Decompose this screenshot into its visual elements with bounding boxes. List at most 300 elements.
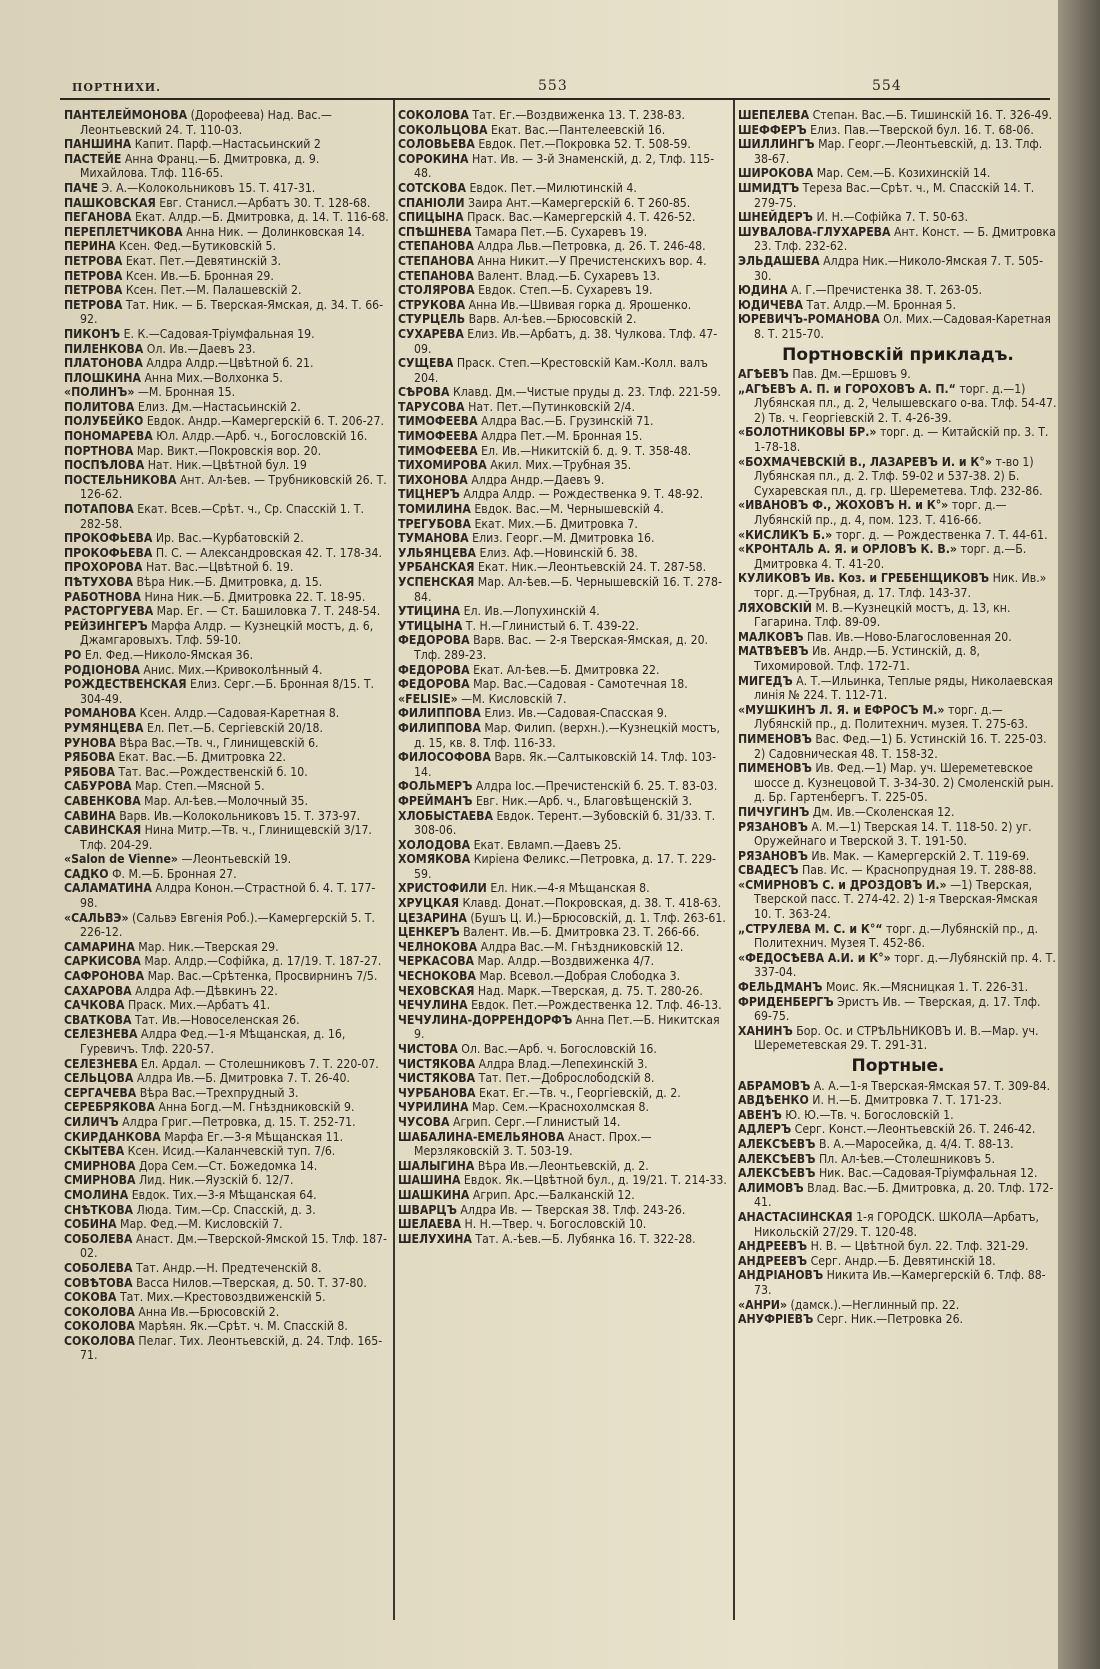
directory-entry xyxy=(64,750,390,765)
entry-name: «КИСЛИКЪ Б.» xyxy=(738,527,833,542)
entry-details: Тамара Пет.—Б. Сухаревъ 19. xyxy=(474,224,648,239)
directory-entry xyxy=(398,385,730,400)
entry-details: Вѣра Ник.—Б. Дмитровка, д. 15. xyxy=(136,575,323,589)
entry-details: Клавд. Дм.—Чистые пруды д. 23. Тлф. 221-59. xyxy=(452,385,721,400)
directory-entry xyxy=(64,385,390,400)
entry-name: СЕЛЕЗНЕВА xyxy=(64,1056,138,1071)
directory-entry xyxy=(398,750,730,779)
directory-entry xyxy=(398,458,730,473)
directory-entry xyxy=(64,429,390,444)
entry-name: СВАТКОВА xyxy=(64,1012,132,1027)
entry-details: Варв. Вас. — 2-я Тверская-Ямская, д. 20. Тлф. 289-23. xyxy=(414,633,709,662)
directory-entry xyxy=(64,852,390,867)
entry-name: САВИНСКАЯ xyxy=(64,823,142,838)
entry-details: Нат. Пет.—Путинковскій 2/4. xyxy=(468,399,635,414)
directory-entry xyxy=(398,779,730,794)
directory-entry xyxy=(738,849,1058,864)
entry-details: Ол. Ив.—Даевъ 23. xyxy=(146,341,256,356)
entry-name: УЛЬЯНЦЕВА xyxy=(398,545,477,560)
entry-name: СКЫТЕВА xyxy=(64,1144,125,1159)
directory-entry xyxy=(738,630,1058,645)
entry-name: ПАЧЕ xyxy=(64,180,99,195)
entry-details: Влад. Вас.—Б. Дмитровка, д. 20. Тлф. 172-41. xyxy=(754,1180,1054,1210)
entry-name: ЧУРБАНОВА xyxy=(398,1085,476,1100)
entry-details: (дамск.).—Неглинный пр. 22. xyxy=(790,1297,960,1312)
entry-details: Анис. Мих.—Кривоколѣнный 4. xyxy=(143,662,323,677)
entry-name: СТЕПАНОВА xyxy=(398,239,475,254)
entry-details: Мар. Степ.—Мясной 5. xyxy=(135,779,265,794)
entry-name: СОКОЛЬЦОВА xyxy=(398,122,488,137)
entry-details: Марфа Ег.—3-я Мѣщанская 11. xyxy=(164,1129,344,1144)
directory-entry xyxy=(64,721,390,736)
entry-name: «БОЛОТНИКОВЫ БР.» xyxy=(738,425,877,440)
entry-details: —М. Бронная 15. xyxy=(137,385,236,400)
entry-details: Екат. Ал-ѣев.—Б. Дмитровка 22. xyxy=(473,662,660,677)
directory-entry xyxy=(64,1188,390,1203)
directory-entry xyxy=(738,703,1058,732)
entry-name: МАТВѢЕВЪ xyxy=(738,644,809,659)
entry-name: ТОМИЛИНА xyxy=(398,502,471,517)
directory-entry xyxy=(398,269,730,284)
page-number-left: 553 xyxy=(538,78,568,94)
entry-name: СМИРНОВА xyxy=(64,1158,136,1173)
entry-name: УРБАНСКАЯ xyxy=(398,560,475,575)
entry-name: ЛЯХОВСКІЙ xyxy=(738,600,812,615)
directory-entry xyxy=(398,181,730,196)
directory-entry xyxy=(398,560,730,575)
entry-name: РАБОТНОВА xyxy=(64,589,142,604)
directory-entry xyxy=(398,954,730,969)
directory-entry xyxy=(398,1071,730,1086)
entry-name: „АГѢЕВЪ А. П. и ГОРОХОВЪ А. П.“ xyxy=(738,381,956,396)
entry-name: ПАСТЕЙЕ xyxy=(64,151,122,166)
directory-entry xyxy=(64,954,390,969)
directory-entry xyxy=(398,677,730,692)
directory-entry xyxy=(738,732,1058,761)
directory-entry xyxy=(738,498,1058,527)
entry-name: «АНРИ» xyxy=(738,1297,788,1312)
entry-name: ХАНИНЪ xyxy=(738,1023,793,1038)
entry-name: МИГЕДЪ xyxy=(738,673,793,688)
entry-name: ТУМАНОВА xyxy=(398,531,469,546)
directory-entry xyxy=(64,867,390,882)
directory-entry xyxy=(64,1232,390,1261)
directory-entry xyxy=(738,367,1058,382)
entry-details: Ксен. Пет.—М. Палашевскій 2. xyxy=(125,283,302,298)
entry-name: ЧЕРКАСОВА xyxy=(398,954,475,969)
entry-name: СТОЛЯРОВА xyxy=(398,283,475,298)
entry-details: Ел. Ив.—Лопухинскій 4. xyxy=(463,604,600,619)
entry-details: Капит. Парф.—Настасьинский 2 xyxy=(134,137,321,152)
entry-name: ПОСТЕЛЬНИКОВА xyxy=(64,472,177,487)
entry-name: СТУРЦЕЛЬ xyxy=(398,312,466,327)
entry-name: ТРЕГУБОВА xyxy=(398,516,471,531)
entry-details: Мар. Георг.—Леонтьевскій, д. 13. Тлф. 38-67. xyxy=(754,137,1043,166)
entry-name: ЭЛЬДАШЕВА xyxy=(738,253,820,268)
directory-entry xyxy=(738,922,1058,951)
directory-entry xyxy=(64,1173,390,1188)
entry-details: Екат. Евламп.—Даевъ 25. xyxy=(473,837,622,852)
directory-entry xyxy=(64,765,390,780)
entry-details: Марѣян. Як.—Срѣт. ч. М. Спасскій 8. xyxy=(138,1319,348,1334)
entry-details: Мар. Ник.—Тверская 29. xyxy=(138,939,279,954)
entry-name: СѢРОВА xyxy=(398,385,450,400)
directory-entry xyxy=(64,677,390,706)
directory-entry xyxy=(738,1152,1058,1167)
entry-name: ЧУСОВА xyxy=(398,1114,450,1129)
directory-entry xyxy=(738,137,1058,166)
directory-entry xyxy=(738,298,1058,313)
entry-details: Ксен. Фед.—Бутиковскій 5. xyxy=(119,239,277,254)
entry-details: Ол. Вас.—Арб. ч. Богословскій 16. xyxy=(461,1042,657,1056)
entry-name: ТИМОФЕЕВА xyxy=(398,443,478,458)
entry-name: СОБИНА xyxy=(64,1217,117,1232)
entry-name: СОТСКОВА xyxy=(398,180,467,195)
directory-entry xyxy=(64,531,390,546)
entry-details: Васса Нилов.—Тверская, д. 50. Т. 37-80. xyxy=(136,1275,367,1290)
entry-name: ШВАРЦЪ xyxy=(398,1202,457,1217)
directory-entry xyxy=(398,940,730,955)
directory-entry xyxy=(64,196,390,211)
entry-name: УСПЕНСКАЯ xyxy=(398,575,475,589)
page-header xyxy=(60,68,1050,100)
directory-entry xyxy=(64,1334,390,1363)
entry-details: торг. д.—Лубянскій пр., д. Политехнич. Музея Т. 452-86. xyxy=(754,921,1039,951)
directory-entry xyxy=(398,1217,730,1232)
entry-name: ПЕТРОВА xyxy=(64,253,123,268)
directory-entry xyxy=(398,152,730,181)
entry-name: МАЛКОВЪ xyxy=(738,629,804,644)
entry-details: Тат. Ив.—Новоселенская 26. xyxy=(134,1012,300,1027)
entry-name: ПИКОНЪ xyxy=(64,326,121,341)
directory-entry xyxy=(738,1181,1058,1210)
entry-name: ЧЕСНОКОВА xyxy=(398,969,477,984)
entry-name: ПАНШИНА xyxy=(64,137,132,152)
directory-entry xyxy=(64,560,390,575)
entry-details: Серг. Конст.—Леонтьевскій 26. Т. 246-42. xyxy=(794,1122,1036,1137)
entry-details: Алдра Вас.—М. Гнѣздниковскій 12. xyxy=(480,939,684,954)
entry-details: Тат. Ник. — Б. Тверская-Ямская, д. 34. Т. 66-92. xyxy=(80,297,384,327)
directory-entry xyxy=(738,1093,1058,1108)
directory-entry xyxy=(64,911,390,940)
directory-entry xyxy=(398,1232,730,1247)
directory-entry xyxy=(738,1079,1058,1094)
entry-name: АВДѢЕНКО xyxy=(738,1093,809,1108)
directory-entry xyxy=(398,210,730,225)
section-heading-tailors: Портные. xyxy=(851,1056,945,1076)
entry-details: (Дорофеева) Над. Вас.—Леонтьевский 24. Т. 110-03. xyxy=(80,108,332,137)
entry-details: Нат. Ник.—Цвѣтной бул. 19 xyxy=(147,458,307,473)
entry-name: ФИЛИППОВА xyxy=(398,720,481,735)
directory-entry xyxy=(64,998,390,1013)
directory-entry xyxy=(64,823,390,852)
entry-details: В. А.—Маросейка, д. 4/4. Т. 88-13. xyxy=(818,1136,1014,1151)
column-divider-2 xyxy=(733,100,735,1620)
directory-entry xyxy=(738,1137,1058,1152)
directory-entry xyxy=(738,225,1058,254)
directory-entry xyxy=(398,1159,730,1174)
directory-entry xyxy=(738,123,1058,138)
entry-name: АНАСТАСІИНСКАЯ xyxy=(738,1209,853,1224)
entry-details: торг. д.—1) Лубянская пл., д. 2, Челышевскаго о-ва. Тлф. 54-47. 2) Тв. ч. Георгіевскій 2. Т. 4-26-39. xyxy=(754,381,1057,425)
entry-name: СПѢШНЕВА xyxy=(398,224,472,239)
directory-entry xyxy=(64,152,390,181)
entry-details: Нат. Ив. — 3-й Знаменскій, д. 2, Тлф. 115-48. xyxy=(414,151,715,181)
entry-name: СТЕПАНОВА xyxy=(398,253,475,268)
directory-entry xyxy=(398,1100,730,1115)
entry-name: ПОРТНОВА xyxy=(64,443,134,458)
entry-name: ШУВАЛОВА-ГЛУХАРЕВА xyxy=(738,224,891,239)
entry-name: ФИЛОСОФОВА xyxy=(398,750,491,765)
entry-details: П. С. — Александровская 42. Т. 178-34. xyxy=(155,545,382,560)
directory-entry xyxy=(738,283,1058,298)
entry-details: Алдра Конон.—Страстной б. 4. Т. 177-98. xyxy=(80,881,376,911)
directory-entry xyxy=(64,342,390,357)
entry-details: Ив. Мак. — Камергерскій 2. Т. 119-69. xyxy=(811,848,1030,863)
directory-entry xyxy=(738,805,1058,820)
directory-entry xyxy=(738,1166,1058,1181)
directory-entry xyxy=(398,123,730,138)
entry-details: Ф. М.—Б. Бронная 27. xyxy=(112,866,237,881)
entry-details: —М. Кисловскій 7. xyxy=(461,691,567,706)
directory-entry xyxy=(398,531,730,546)
directory-entry xyxy=(738,528,1058,543)
entry-details: Агрип. Арс.—Балканскій 12. xyxy=(472,1187,635,1202)
entry-details: Э. А.—Колокольниковъ 15. Т. 417-31. xyxy=(101,180,316,195)
entry-details: Ел. Ив.—Никитскій б. д. 9. Т. 358-48. xyxy=(481,443,692,458)
directory-entry xyxy=(64,546,390,561)
entry-details: Алдра Аф.—Дѣвкинъ 22. xyxy=(135,983,278,998)
directory-entry xyxy=(64,575,390,590)
entry-details: Никита Ив.—Камергерскій 6. Тлф. 88-73. xyxy=(754,1268,1046,1297)
directory-entry xyxy=(398,692,730,707)
entry-name: САБУРОВА xyxy=(64,779,132,794)
directory-entry xyxy=(738,425,1058,454)
directory-entry xyxy=(398,604,730,619)
entry-name: СЕЛЕЗНЕВА xyxy=(64,1027,138,1042)
entry-name: СЕЛЬЦОВА xyxy=(64,1071,134,1086)
entry-details: Клавд. Донат.—Покровская, д. 38. Т. 418-63. xyxy=(462,896,722,911)
directory-entry xyxy=(398,517,730,532)
directory-entry xyxy=(398,1188,730,1203)
entry-name: СМОЛИНА xyxy=(64,1187,129,1202)
directory-entry xyxy=(398,984,730,999)
entry-details: Тат. Ег.—Воздвиженка 13. Т. 238-83. xyxy=(472,108,686,122)
directory-entry xyxy=(64,225,390,240)
directory-entry xyxy=(64,502,390,531)
entry-details: Ир. Вас.—Курбатовскій 2. xyxy=(155,531,304,546)
entry-details: Анна Ив.—Брюсовскій 2. xyxy=(138,1304,280,1319)
directory-entry xyxy=(398,1115,730,1130)
entry-name: ПЕТРОВА xyxy=(64,268,123,283)
entry-details: Алдра Алдр. — Рождественка 9. Т. 48-92. xyxy=(463,487,704,502)
entry-details: Вѣра Ив.—Леонтьевскій, д. 2. xyxy=(477,1158,649,1173)
entry-name: ПИЧУГИНЪ xyxy=(738,804,810,819)
entry-details: Вас. Фед.—1) Б. Устинскій 16. Т. 225-03. 2) Садовническая 48. Т. 158-32. xyxy=(754,731,1047,761)
entry-name: ЧЕЛНОКОВА xyxy=(398,939,478,954)
entry-name: АДЛЕРЪ xyxy=(738,1122,792,1137)
entry-details: Пл. Ал-ѣев.—Столешниковъ 5. xyxy=(818,1151,995,1166)
section-heading-tailor-supplies: Портновскій прикладъ. xyxy=(782,344,1014,365)
entry-name: РОДІОНОВА xyxy=(64,662,140,677)
entry-name: ФЕЛЬДМАНЪ xyxy=(738,980,823,995)
entry-details: Ел. Ник.—4-я Мѣщанская 8. xyxy=(490,881,650,896)
entry-name: ЧИСТОВА xyxy=(398,1042,458,1056)
entry-name: ПЕТРОВА xyxy=(64,283,123,298)
directory-entry xyxy=(398,283,730,298)
entry-details: И. Н.—Софійка 7. Т. 50-63. xyxy=(816,210,969,225)
entry-name: СОКОЛОВА xyxy=(64,1319,135,1334)
entry-name: АНДРІАНОВЪ xyxy=(738,1268,824,1283)
entry-name: РЯБОВА xyxy=(64,764,115,779)
entry-name: «ПОЛИНЪ» xyxy=(64,385,135,400)
entry-details: Алдра Ив. — Тверская 38. Тлф. 243-26. xyxy=(460,1202,686,1217)
entry-details: Серг. Ник.—Петровка 26. xyxy=(816,1312,964,1327)
entry-details: Евдок. Терент.—Зубовскій б. 31/33. Т. 308-06. xyxy=(414,808,716,838)
entry-name: СВАДЕСЪ xyxy=(738,863,799,878)
entry-details: Ел. Фед.—Николо-Ямская 36. xyxy=(84,647,254,662)
directory-entry xyxy=(398,911,730,926)
directory-entry xyxy=(398,312,730,327)
entry-details: Екат. Вас.—Б. Дмитровка 22. xyxy=(118,750,287,765)
entry-details: Анаст. Прох.—Мерзляковскій 3. Т. 503-19. xyxy=(414,1129,652,1159)
entry-details: Мар. Фед.—М. Кисловскій 7. xyxy=(120,1217,283,1232)
directory-entry xyxy=(738,644,1058,673)
directory-entry xyxy=(738,1239,1058,1254)
directory-entry xyxy=(64,1100,390,1115)
directory-entry xyxy=(398,254,730,269)
entry-details: Варв. Ив.—Колокольниковъ 15. Т. 373-97. xyxy=(119,808,361,823)
entry-name: ШИРОКОВА xyxy=(738,166,814,181)
directory-entry xyxy=(738,1268,1058,1297)
entry-name: ФЕДОРОВА xyxy=(398,677,470,692)
entry-name: РОМАНОВА xyxy=(64,706,137,721)
directory-entry xyxy=(398,108,730,123)
entry-details: Мар. Филип. (верхн.).—Кузнецкій мостъ, д. 15, кв. 8. Тлф. 116-33. xyxy=(414,720,720,750)
entry-name: СОКОЛОВА xyxy=(64,1333,135,1348)
entry-details: Анна Ив.—Швивая горка д. Ярошенко. xyxy=(468,297,692,312)
directory-entry xyxy=(398,487,730,502)
entry-details: Мар. Алдр.—Воздвиженка 4/7. xyxy=(477,954,655,969)
entry-details: Т. Н.—Глинистый 6. Т. 439-22. xyxy=(465,618,639,633)
directory-entry xyxy=(738,210,1058,225)
entry-name: ШНЕЙДЕРЪ xyxy=(738,210,813,225)
directory-entry xyxy=(64,1261,390,1276)
entry-details: Евг. Станисл.—Арбатъ 30. Т. 128-68. xyxy=(159,195,371,210)
entry-name: ХОМЯКОВА xyxy=(398,852,471,867)
entry-name: СНѢТКОВА xyxy=(64,1202,134,1217)
entry-details: (Сальвэ Евгенія Роб.).—Камергерскій 5. Т. 226-12. xyxy=(80,910,375,940)
entry-details: Ксен. Исид.—Каланчевскій туп. 7/6. xyxy=(127,1144,336,1159)
directory-entry xyxy=(738,542,1058,571)
directory-entry xyxy=(738,601,1058,630)
entry-name: ЧЕХОВСКАЯ xyxy=(398,983,475,998)
entry-name: ЧИСТЯКОВА xyxy=(398,1056,476,1071)
directory-entry xyxy=(738,571,1058,600)
directory-entry xyxy=(64,400,390,415)
entry-name: РО xyxy=(64,647,82,662)
entry-name: РЕЙЗИНГЕРЪ xyxy=(64,618,148,633)
directory-entry xyxy=(64,1319,390,1334)
directory-entry xyxy=(64,1203,390,1218)
entry-details: Ант. Ал-ѣев. — Трубниковскій 26. Т. 126-62. xyxy=(80,472,387,502)
entry-name: САХАРОВА xyxy=(64,983,132,998)
entry-name: ПОНОМАРЕВА xyxy=(64,429,153,444)
entry-details: Праск. Вас.—Камергерскій 4. Т. 426-52. xyxy=(467,210,696,225)
entry-name: САЧКОВА xyxy=(64,998,125,1013)
directory-entry xyxy=(398,196,730,211)
entry-details: Алдра Пет.—М. Бронная 15. xyxy=(481,429,643,444)
entry-details: Алдра Ник.—Николо-Ямская 7. Т. 505-30. xyxy=(754,253,1044,283)
entry-name: СКИРДАНКОВА xyxy=(64,1129,161,1144)
entry-name: САДКО xyxy=(64,866,109,881)
directory-entry xyxy=(64,794,390,809)
directory-entry xyxy=(738,1210,1058,1239)
directory-entry xyxy=(64,137,390,152)
directory-entry xyxy=(64,269,390,284)
directory-entry xyxy=(398,356,730,385)
entry-details: Мар. Ег. — Ст. Башиловка 7. Т. 248-54. xyxy=(156,604,381,619)
entry-name: ЮДИЧЕВА xyxy=(738,297,804,312)
directory-entry xyxy=(64,604,390,619)
directory-entry xyxy=(398,633,730,662)
column-1 xyxy=(64,108,390,1363)
entry-name: УТИЦИНА xyxy=(398,604,461,619)
entry-name: ПИЛЕНКОВА xyxy=(64,341,144,356)
entry-name: ПАШКОВСКАЯ xyxy=(64,195,156,210)
entry-name: ПОЛУБЕЙКО xyxy=(64,414,144,429)
entry-details: Агрип. Серг.—Глинистый 14. xyxy=(453,1114,621,1129)
entry-name: РЯБОВА xyxy=(64,750,115,765)
entry-details: Алдра Григ.—Петровка, д. 15. Т. 252-71. xyxy=(122,1114,356,1129)
running-head: ПОРТНИХИ. xyxy=(72,81,161,94)
directory-entry xyxy=(64,356,390,371)
directory-entry xyxy=(64,1305,390,1320)
entry-name: АБРАМОВЪ xyxy=(738,1078,811,1093)
entry-details: Марфа Алдр. — Кузнецкій мостъ, д. 6, Джамгаровыхъ. Тлф. 59-10. xyxy=(80,618,374,648)
directory-entry xyxy=(738,181,1058,210)
entry-details: Праск. Мих.—Арбатъ 41. xyxy=(128,998,271,1013)
directory-entry xyxy=(398,925,730,940)
directory-entry xyxy=(738,995,1058,1024)
entry-details: Тат. А.-ѣев.—Б. Лубянка 16. Т. 322-28. xyxy=(475,1231,696,1246)
entry-name: ФИЛИППОВА xyxy=(398,706,481,721)
entry-details: Тереза Вас.—Срѣт. ч., М. Спасскій 14. Т. 279-75. xyxy=(754,180,1035,210)
directory-entry xyxy=(398,400,730,415)
directory-entry xyxy=(64,1276,390,1291)
page-number-right: 554 xyxy=(872,78,902,94)
entry-name: РЯЗАНОВЪ xyxy=(738,848,808,863)
entry-name: ФОЛЬМЕРЪ xyxy=(398,779,473,794)
entry-details: Эристъ Ив. — Тверская, д. 17. Тлф. 69-75. xyxy=(754,994,1041,1024)
entry-details: Нина Митр.—Тв. ч., Глинищевскій 3/17. Тлф. 204-29. xyxy=(80,823,372,852)
directory-entry xyxy=(738,951,1058,980)
entry-details: Варв. Ал-ѣев.—Брюсовскій 2. xyxy=(468,312,637,327)
entry-details: Тат. Вас.—Рождественскій б. 10. xyxy=(118,764,308,779)
entry-name: СОБОЛЕВА xyxy=(64,1231,133,1246)
entry-name: УТИЦЫНА xyxy=(398,618,463,633)
directory-entry xyxy=(738,1024,1058,1053)
entry-details: торг. д.—Лубянскій пр., д. 4, пом. 123. Т. 416-66. xyxy=(754,498,1007,528)
entry-name: ПЕГАНОВА xyxy=(64,210,132,225)
entry-name: АНДРЕЕВЪ xyxy=(738,1253,808,1268)
directory-entry xyxy=(64,283,390,298)
entry-name: СОКОВА xyxy=(64,1290,117,1305)
entry-name: «СМИРНОВЪ С. и ДРОЗДОВЪ И.» xyxy=(738,877,947,892)
entry-name: ШМИДТЪ xyxy=(738,180,800,195)
entry-name: «БОХМАЧЕВСКІЙ В., ЛАЗАРЕВЪ И. и К°» xyxy=(738,454,992,469)
directory-entry xyxy=(64,881,390,910)
